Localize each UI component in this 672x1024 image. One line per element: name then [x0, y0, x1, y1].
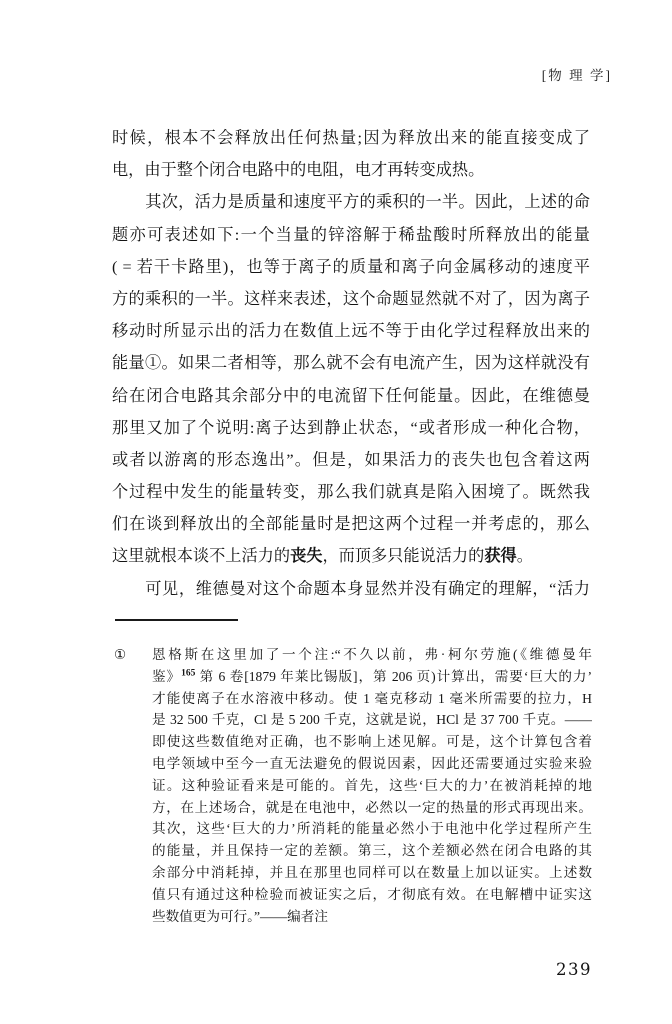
text-line: 其次，活力是质量和速度平方的乘积的一半。因此，上述的命 [145, 193, 590, 212]
footnote-line: 值只有通过这种检验而被证实之后，才彻底有效。在电解槽中证实这 [152, 886, 592, 902]
text-line: 可见，维德曼对这个命题本身显然并没有确定的理解，“活力 [145, 579, 590, 598]
text-segment: 这里就根本谈不上活力的 [112, 547, 291, 566]
footnote-line: 才能使离子在水溶液中移动。使 1 毫克移动 1 毫米所需要的拉力，H [152, 690, 592, 706]
footnote-line: 电学领域中至今一直无法避免的假说因素，因此还需要通过实验来验 [152, 755, 592, 771]
text-line: 给在闭合电路其余部分中的电流留下任何能量。因此，在维德曼 [112, 386, 590, 405]
text-segment: 。 [516, 547, 533, 566]
footnote-line: 的能量，并且保持一定的差额。第三，这个差额必然在闭合电路的其 [152, 843, 592, 859]
text-line: 那里又加了个说明:离子达到静止状态，“或者形成一种化合物， [112, 418, 590, 437]
footnote-line: 是 32 500 千克，Cl 是 5 200 千克，这就是说，HCl 是 37 700 千克。—— [152, 712, 592, 728]
text-line: 个过程中发生的能量转变，那么我们就真是陷入困境了。既然我 [112, 483, 590, 502]
text-line: ( = 若干卡路里)，也等于离子的质量和离子向金属移动的速度平 [112, 257, 590, 276]
main-text-block [112, 122, 590, 605]
page-number: 239 [556, 960, 592, 979]
footnote-line: 余部分中消耗掉，并且在那里也同样可以在数量上加以证实。上述数 [152, 864, 592, 880]
text-line [112, 540, 590, 572]
text-segment: ，而顶多只能说活力的 [322, 547, 485, 566]
text-line: 题亦可表述如下:一个当量的锌溶解于稀盐酸时所释放出的能量 [112, 225, 590, 244]
text-line: 或者以游离的形态逸出”。但是，如果活力的丧失也包含着这两 [112, 450, 590, 469]
emphasis-text: 获得 [484, 547, 517, 566]
text-line: 能量①。如果二者相等，那么就不会有电流产生，因为这样就没有 [112, 354, 590, 373]
footnote-text [152, 644, 592, 927]
text-line: 方的乘积的一半。这样来表述，这个命题显然就不对了，因为离子 [112, 289, 590, 308]
footnote-line: 其次，这些‘巨大的力’所消耗的能量必然小于电池中化学过程所产生 [152, 821, 592, 837]
footnote-marker: ① [114, 647, 127, 662]
footnote-line: 即使这些数值绝对正确，也不影响上述见解。可是，这个计算包含着 [152, 734, 592, 750]
footnote-line: 证。这种验证看来是可能的。首先，这些‘巨大的力’在被消耗掉的地 [152, 777, 592, 793]
endnote-reference: 165 [181, 668, 196, 679]
text-segment: 第 6 卷[1879 年莱比锡版]，第 206 页)计算出，需要‘巨大的力’ [195, 668, 592, 684]
text-line: 时候，根本不会释放出任何热量;因为释放出来的能直接变成了 [112, 129, 590, 147]
footnote-line [152, 666, 592, 688]
footnote-block [114, 644, 592, 927]
emphasis-text: 丧失 [290, 547, 323, 566]
running-head: [物 理 学] [541, 68, 612, 83]
text-segment: 鉴》 [152, 668, 182, 684]
footnote-line: 方，在上述场合，就是在电池中，必然以一定的热量的形式再现出来。 [152, 799, 592, 815]
text-line: 们在谈到释放出的全部能量时是把这两个过程一并考虑的，那么 [112, 515, 590, 534]
footnote-line: 恩格斯在这里加了一个注:“不久以前，弗·柯尔劳施(《维德曼年 [152, 647, 592, 662]
text-line: 移动时所显示出的活力在数值上远不等于由化学过程释放出来的 [112, 322, 590, 341]
text-line: 电，由于整个闭合电路中的电阻，电才再转变成热。 [112, 161, 485, 180]
footnote-separator [115, 619, 238, 621]
footnote-line: 些数值更为可行。”——编者注 [152, 908, 328, 924]
